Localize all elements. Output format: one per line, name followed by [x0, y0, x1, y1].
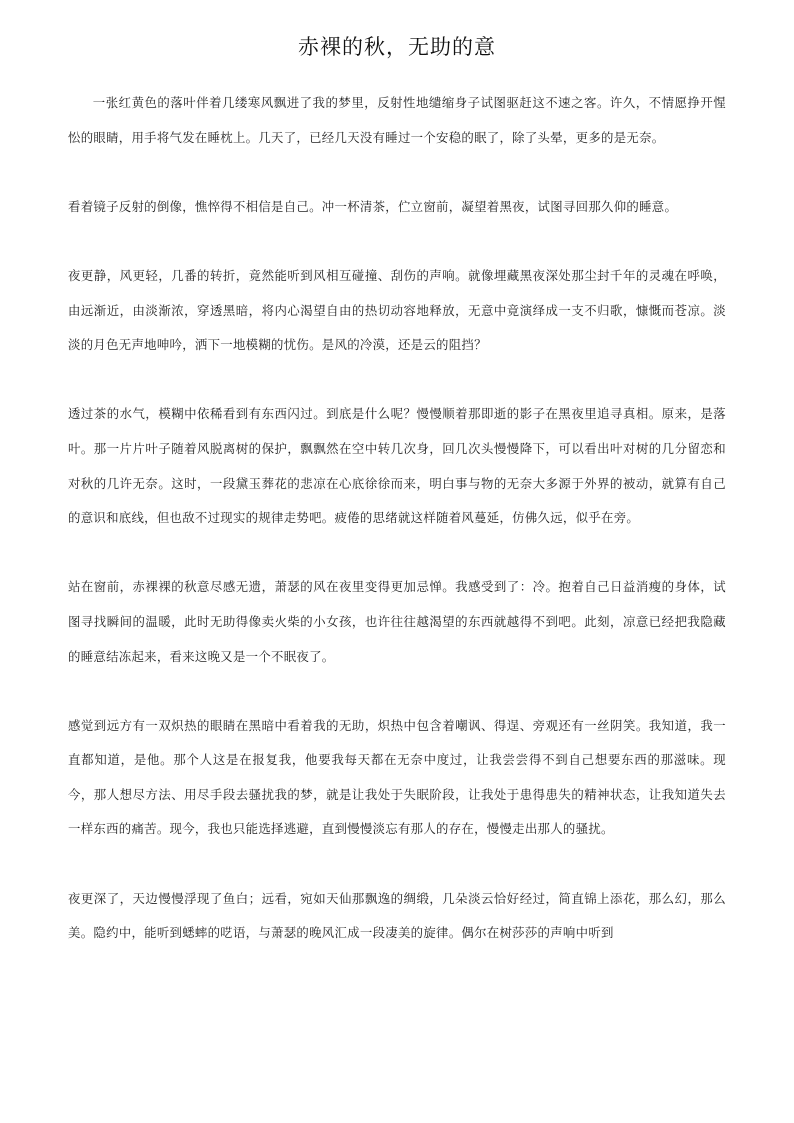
paragraph-3: 夜更静，风更轻，几番的转折，竟然能听到风相互碰撞、刮伤的声响。就像埋藏黑夜深处那尘封千年的灵魂在呼唤，由远渐近，由淡渐浓，穿透黑暗，将内心渴望自由的热切动容地释放，无意中竟演绎成一支不归歌，慷慨而苍凉。淡淡的月色无声地呻吟，洒下一地模糊的忧伤。是风的冷漠，还是云的阻挡？ [68, 267, 726, 353]
paragraph-6: 感觉到远方有一双炽热的眼睛在黑暗中看着我的无助，炽热中包含着嘲讽、得逞、旁观还有一丝阴笑。我知道，我一直都知道，是他。那个人这是在报复我，他要我每天都在无奈中度过，让我尝尝得不到自己想要东西的那滋味。现今，那人想尽方法、用尽手段去骚扰我的梦，就是让我处于失眠阶段，让我处于患得患失的精神状态，让我知道失去一样东西的痛苦。现今，我也只能选择逃避，直到慢慢淡忘有那人的存在，慢慢走出那人的骚扰。 [68, 717, 726, 837]
page-title: 赤裸的秋，无助的意 [298, 35, 496, 59]
paragraph-2: 看着镜子反射的倒像，憔悴得不相信是自己。冲一杯清茶，伫立窗前，凝望着黑夜，试图寻回那久仰的睡意。 [68, 198, 678, 214]
paragraph-5: 站在窗前，赤裸裸的秋意尽感无遗，萧瑟的风在夜里变得更加忌惮。我感受到了：冷。抱着自己日益消瘦的身体，试图寻找瞬间的温暖，此时无助得像卖火柴的小女孩，也许往往越渴望的东西就越得不到吧。此刻，凉意已经把我隐藏的睡意结冻起来，看来这晚又是一个不眠夜了。 [68, 579, 726, 664]
paragraph-7: 夜更深了，天边慢慢浮现了鱼白；远看，宛如天仙那飘逸的绸缎，几朵淡云恰好经过，简直锦上添花，那么幻，那么美。隐约中，能听到蟋蟀的呓语，与萧瑟的晚风汇成一段凄美的旋律。偶尔在树莎莎的声响中听到 [68, 890, 726, 941]
paragraph-1: 一张红黄色的落叶伴着几缕寒风飘进了我的梦里，反射性地缱缩身子试图驱赶这不速之客。许久，不情愿挣开惺忪的眼睛，用手将气发在睡枕上。几天了，已经几天没有睡过一个安稳的眠了，除了头晕，更多的是无奈。 [68, 95, 726, 145]
paragraph-4: 透过茶的水气，模糊中依稀看到有东西闪过。到底是什么呢？慢慢顺着那即逝的影子在黑夜里追寻真相。原来，是落叶。那一片片叶子随着风脱离树的保护，飘飘然在空中转几次身，回几次头慢慢降下，可以看出叶对树的几分留恋和对秋的几许无奈。这时，一段黛玉葬花的悲凉在心底徐徐而来，明白事与物的无奈大多源于外界的被动，就算有自己的意识和底线，但也敌不过现实的规律走势吧。疲倦的思绪就这样随着风蔓延，仿佛久远，似乎在旁。 [68, 406, 726, 526]
